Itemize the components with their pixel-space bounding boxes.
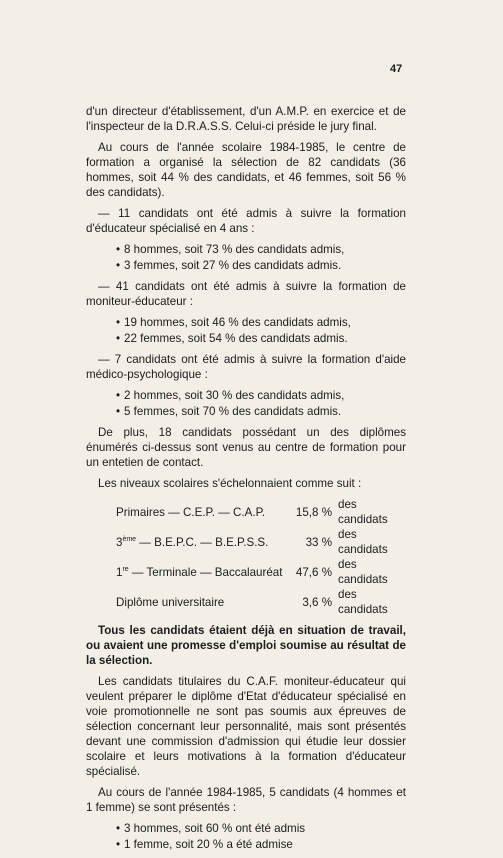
paragraph-levels-intro: Les niveaux scolaires s'échelonnaient comme suit : bbox=[98, 477, 362, 490]
list-aide bbox=[86, 388, 406, 419]
list-item: • 22 femmes, soit 54 % des candidats admis. bbox=[116, 331, 348, 345]
list-moniteur bbox=[86, 315, 406, 346]
bullet-icon: • bbox=[116, 837, 121, 851]
paragraph-caf: Les candidats titulaires du C.A.F. moniteur-éducateur qui veulent préparer le diplôme d'Etat d'éducateur spécialisé en voie promotionnelle ne sont pas soumis aux épreuves de sélection concernant leur personnalité, mais sont présentés devant une commission d'admission qui étudie leur dossier scolaire et leurs motivations à la formation d'éducateur spécialisé. bbox=[86, 675, 406, 778]
paragraph-aide-intro: — 7 candidats ont été admis à suivre la formation d'aide médico-psychologique : bbox=[86, 353, 406, 381]
list-item: • 19 hommes, soit 46 % des candidats admis, bbox=[116, 316, 351, 329]
paragraph-work-situation: Tous les candidats étaient déjà en situation de travail, ou avaient une promesse d'emploi soumise au résultat de la sélection. bbox=[86, 624, 406, 667]
paragraph-caf-year: Au cours de l'année 1984-1985, 5 candidats (4 hommes et 1 femme) se sont présentés : bbox=[86, 786, 406, 814]
table-row: 1re — Terminale — Baccalauréat 47,6 % des candidats bbox=[116, 558, 388, 586]
list-item: • 1 femme, soit 20 % a été admise bbox=[116, 837, 293, 851]
paragraph-educateur-intro: — 11 candidats ont été admis à suivre la formation d'éducateur spécialisé en 4 ans : bbox=[86, 207, 406, 235]
list-item: • 3 hommes, soit 60 % ont été admis bbox=[116, 822, 306, 835]
paragraph-contact: De plus, 18 candidats possédant un des diplômes énumérés ci-dessus sont venus au centre de formation pour un entetien de contact. bbox=[86, 426, 406, 469]
bullet-icon: • bbox=[116, 243, 121, 256]
list-educateur bbox=[86, 242, 406, 273]
bullet-icon: • bbox=[116, 389, 121, 402]
bullet-icon: • bbox=[116, 331, 121, 345]
paragraph-jury: d'un directeur d'établissement, d'un A.M.P. en exercice et de l'inspecteur de la D.R.A.S.S. Celui-ci préside le jury final. bbox=[86, 105, 406, 133]
bullet-icon: • bbox=[116, 316, 121, 329]
page-body bbox=[86, 104, 406, 858]
table-row: Diplôme universitaire 3,6 % des candidats bbox=[116, 588, 388, 616]
table-row: 3ème — B.E.P.C. — B.E.P.S.S. 33 % des candidats bbox=[116, 528, 388, 556]
levels-table bbox=[116, 497, 406, 617]
list-item: • 8 hommes, soit 73 % des candidats admis, bbox=[116, 243, 345, 256]
paragraph-moniteur-intro: — 41 candidats ont été admis à suivre la formation de moniteur-éducateur : bbox=[86, 280, 406, 308]
bullet-icon: • bbox=[116, 404, 121, 418]
table-row: Primaires — C.E.P. — C.A.P. 15,8 % des candidats bbox=[116, 498, 388, 526]
paragraph-selection: Au cours de l'année scolaire 1984-1985, le centre de formation a organisé la sélection de 82 candidats (36 hommes, soit 44 % des candidats, et 46 femmes, soit 56 % des candidats). bbox=[86, 141, 406, 199]
list-item: • 3 femmes, soit 27 % des candidats admis. bbox=[116, 258, 342, 272]
list-item: • 2 hommes, soit 30 % des candidats admis, bbox=[116, 389, 345, 402]
bullet-icon: • bbox=[116, 822, 121, 835]
list-caf bbox=[86, 821, 406, 852]
list-item: • 5 femmes, soit 70 % des candidats admis. bbox=[116, 404, 342, 418]
bullet-icon: • bbox=[116, 258, 121, 272]
page-number: 47 bbox=[390, 63, 403, 75]
